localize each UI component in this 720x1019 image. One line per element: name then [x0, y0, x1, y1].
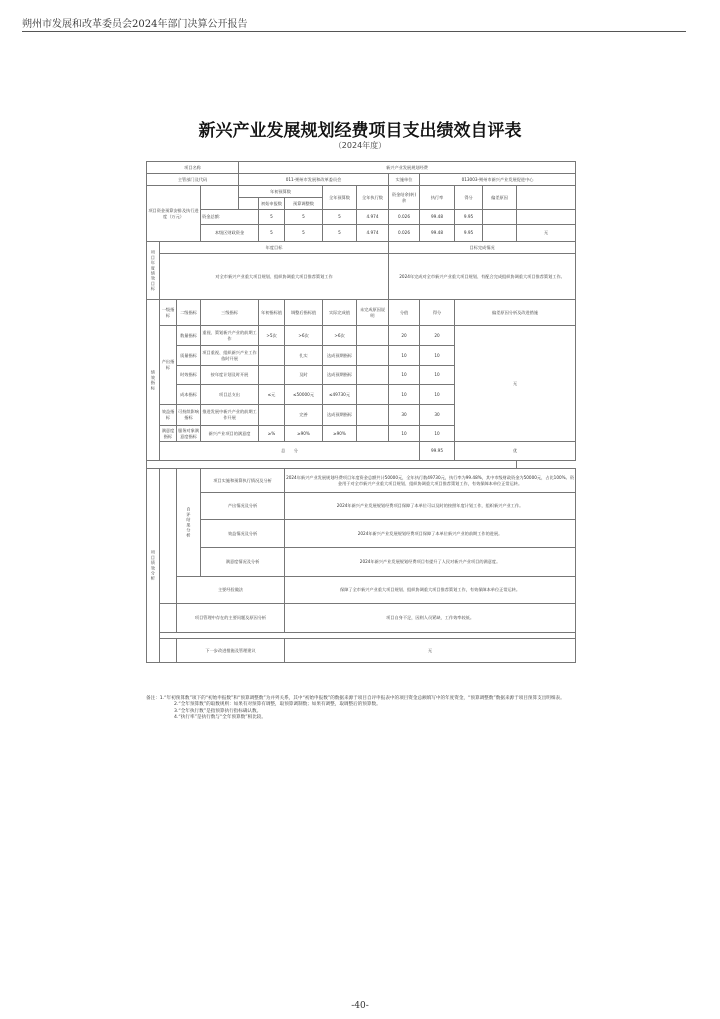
page-number: -40- [351, 1001, 369, 1011]
row-budget-local: 本级区财政资金 5 5 5 4.974 0.026 99.48 9.95 无 [147, 225, 576, 242]
analysis-row: 产出情况及分析 2024年新兴产业发展规划经费项目保障了本单位可以及时的按照年度计划工作，组织新兴产业工作。 [147, 493, 576, 520]
evaluation-table [146, 161, 576, 663]
header-rule [22, 31, 686, 32]
row-spacer [147, 461, 576, 469]
table-row: 产出指标 数量指标 重视、策划新兴产业的前期工作 >5次 >6次 >6次 20 20 无 [147, 326, 576, 346]
row-budget-head2: 初始申报数 预算调整数 [147, 198, 576, 210]
row-indicator-head: 绩效指标 一级指标 二级指标 三级指标 年初指标值 调整后指标值 实际完成值 未完成原因说明 分值 得分 偏差原因分析及改进措施 [147, 300, 576, 326]
table-row: 效益指标 可持续影响指标 推进发展中新兴产业的前期工作开展 完善 达成预期指标 30 30 [147, 405, 576, 426]
page-title: 新兴产业发展规划经费项目支出绩效自评表 [198, 121, 522, 141]
footnotes [146, 696, 576, 722]
row-total: 总 分 99.95 优 [147, 442, 576, 461]
footnote: 备注：1.“年初预算数”项下的“初始申报数”和“预算调整数”为并列关系，其中“初始申报数”的数据来源于项目自评申报表中的项目资金总额填写中的年度资金，“预算调整数”数据来源于项目预算支出明细表。 [146, 696, 565, 701]
deviation-note: 无 [455, 326, 576, 442]
footnote: 4.“执行率”是执行数与“全年预算数”相比较。 [174, 715, 266, 721]
table-row: 时效指标 按年度计划及时开展 及时 达成预期指标 10 10 [147, 366, 576, 385]
page-header: 朔州市发展和改革委员会2024年部门决算公开报告 [22, 19, 248, 30]
department-code: 011-朔州市发展和改革委员会 [239, 174, 389, 186]
implementing-unit: 013003-朔州市新兴产业发展促进中心 [420, 174, 576, 186]
goals-side-label: 项目年度绩效目标 [147, 242, 160, 300]
footnote: 3.“全年执行数”是指预算执行指标确认数。 [174, 708, 262, 714]
total-score: 99.95 [420, 442, 455, 461]
table-row: 满意度指标 服务对象满意度指标 新兴产业项目的满意度 ≥% ≥90% ≥90% 10 10 [147, 426, 576, 442]
footnote: 2.“全年预算数”的取数规则：如果有对预算有调整，取预算调制数；如果有调整，取调整后的预算数。 [174, 702, 381, 708]
analysis-row: 效益情况及分析 2024年新兴产业发展规划经费项目保障了本单位新兴产业的前期工作的进展。 [147, 520, 576, 548]
report-year: （2024年度） [333, 141, 387, 150]
self-eval-label: 自评结果分析 [177, 469, 201, 577]
row-budget-head1: 项目资金预算安排及执行进度（万元） 年初预算数 全年预算数 全年执行数 资金结余(转)余 执行率 得分 偏差原因 [147, 186, 576, 198]
total-grade: 优 [455, 442, 576, 461]
analysis-row: 主要经验做法 保障了全市新兴产业重大项目规划、组织协调重大项目推荐策划工作，有效保障本单位正常运转。 [147, 577, 576, 604]
table-row: 成本指标 项目总支出 ≤元 ≤50000元 ≤49730元 10 10 [147, 385, 576, 405]
row-goals-head: 项目年度绩效目标 年度目标 目标完成情况 [147, 242, 576, 254]
table-row: 质量指标 项目重视、组织新兴产业工作依时开展 扎实 达成预期指标 10 10 [147, 346, 576, 366]
row-goals-body [147, 254, 576, 300]
row-project-name: 项目名称 新兴产业发展规划经费 [147, 162, 576, 174]
row-budget-total: 资金总额： 5 5 5 4.974 0.026 99.48 9.95 [147, 210, 576, 225]
row-department: 主管部门及代码 011-朔州市发展和改革委员会 实施单位 013003-朔州市新兴产业发展促进中心 [147, 174, 576, 186]
analysis-row: 满意度情况及分析 2024年新兴产业发展规划经费项目有提升了人民对新兴产业项目的满意度。 [147, 548, 576, 577]
goal-status: 2024年完成对全市新兴产业重大项目规划、有配合完成组织协调重大项目推荐策划工作。 [389, 254, 576, 300]
annual-goal: 对全市新兴产业重大项目规划、组织协调重大项目推荐策划工作 [160, 254, 389, 300]
project-name: 新兴产业发展规划经费 [239, 162, 576, 174]
perf-side-label: 绩效指标 [147, 300, 160, 461]
analysis-side-label: 项目绩效分析 [147, 469, 160, 663]
analysis-row: 下一步改进措施及管理建议 无 [147, 639, 576, 663]
analysis-row: 项目绩效分析 自评结果分析 项目实施和预算执行情况及分析 2024年新兴产业发展规划经费项目年度资金总额共计50000元，全年执行数49730元，执行率为99.48%，其中市级财政资金为50000元，占比100%。资金用于对全市新兴产业重大项目规划、组织协调重大项目推荐策划工作，有效保障本单位正常运转。 [147, 469, 576, 493]
analysis-row: 项目管理中存在的主要问题及原因分析 项目自身不足，因则人员紧缺、工作效率较低。 [147, 604, 576, 633]
